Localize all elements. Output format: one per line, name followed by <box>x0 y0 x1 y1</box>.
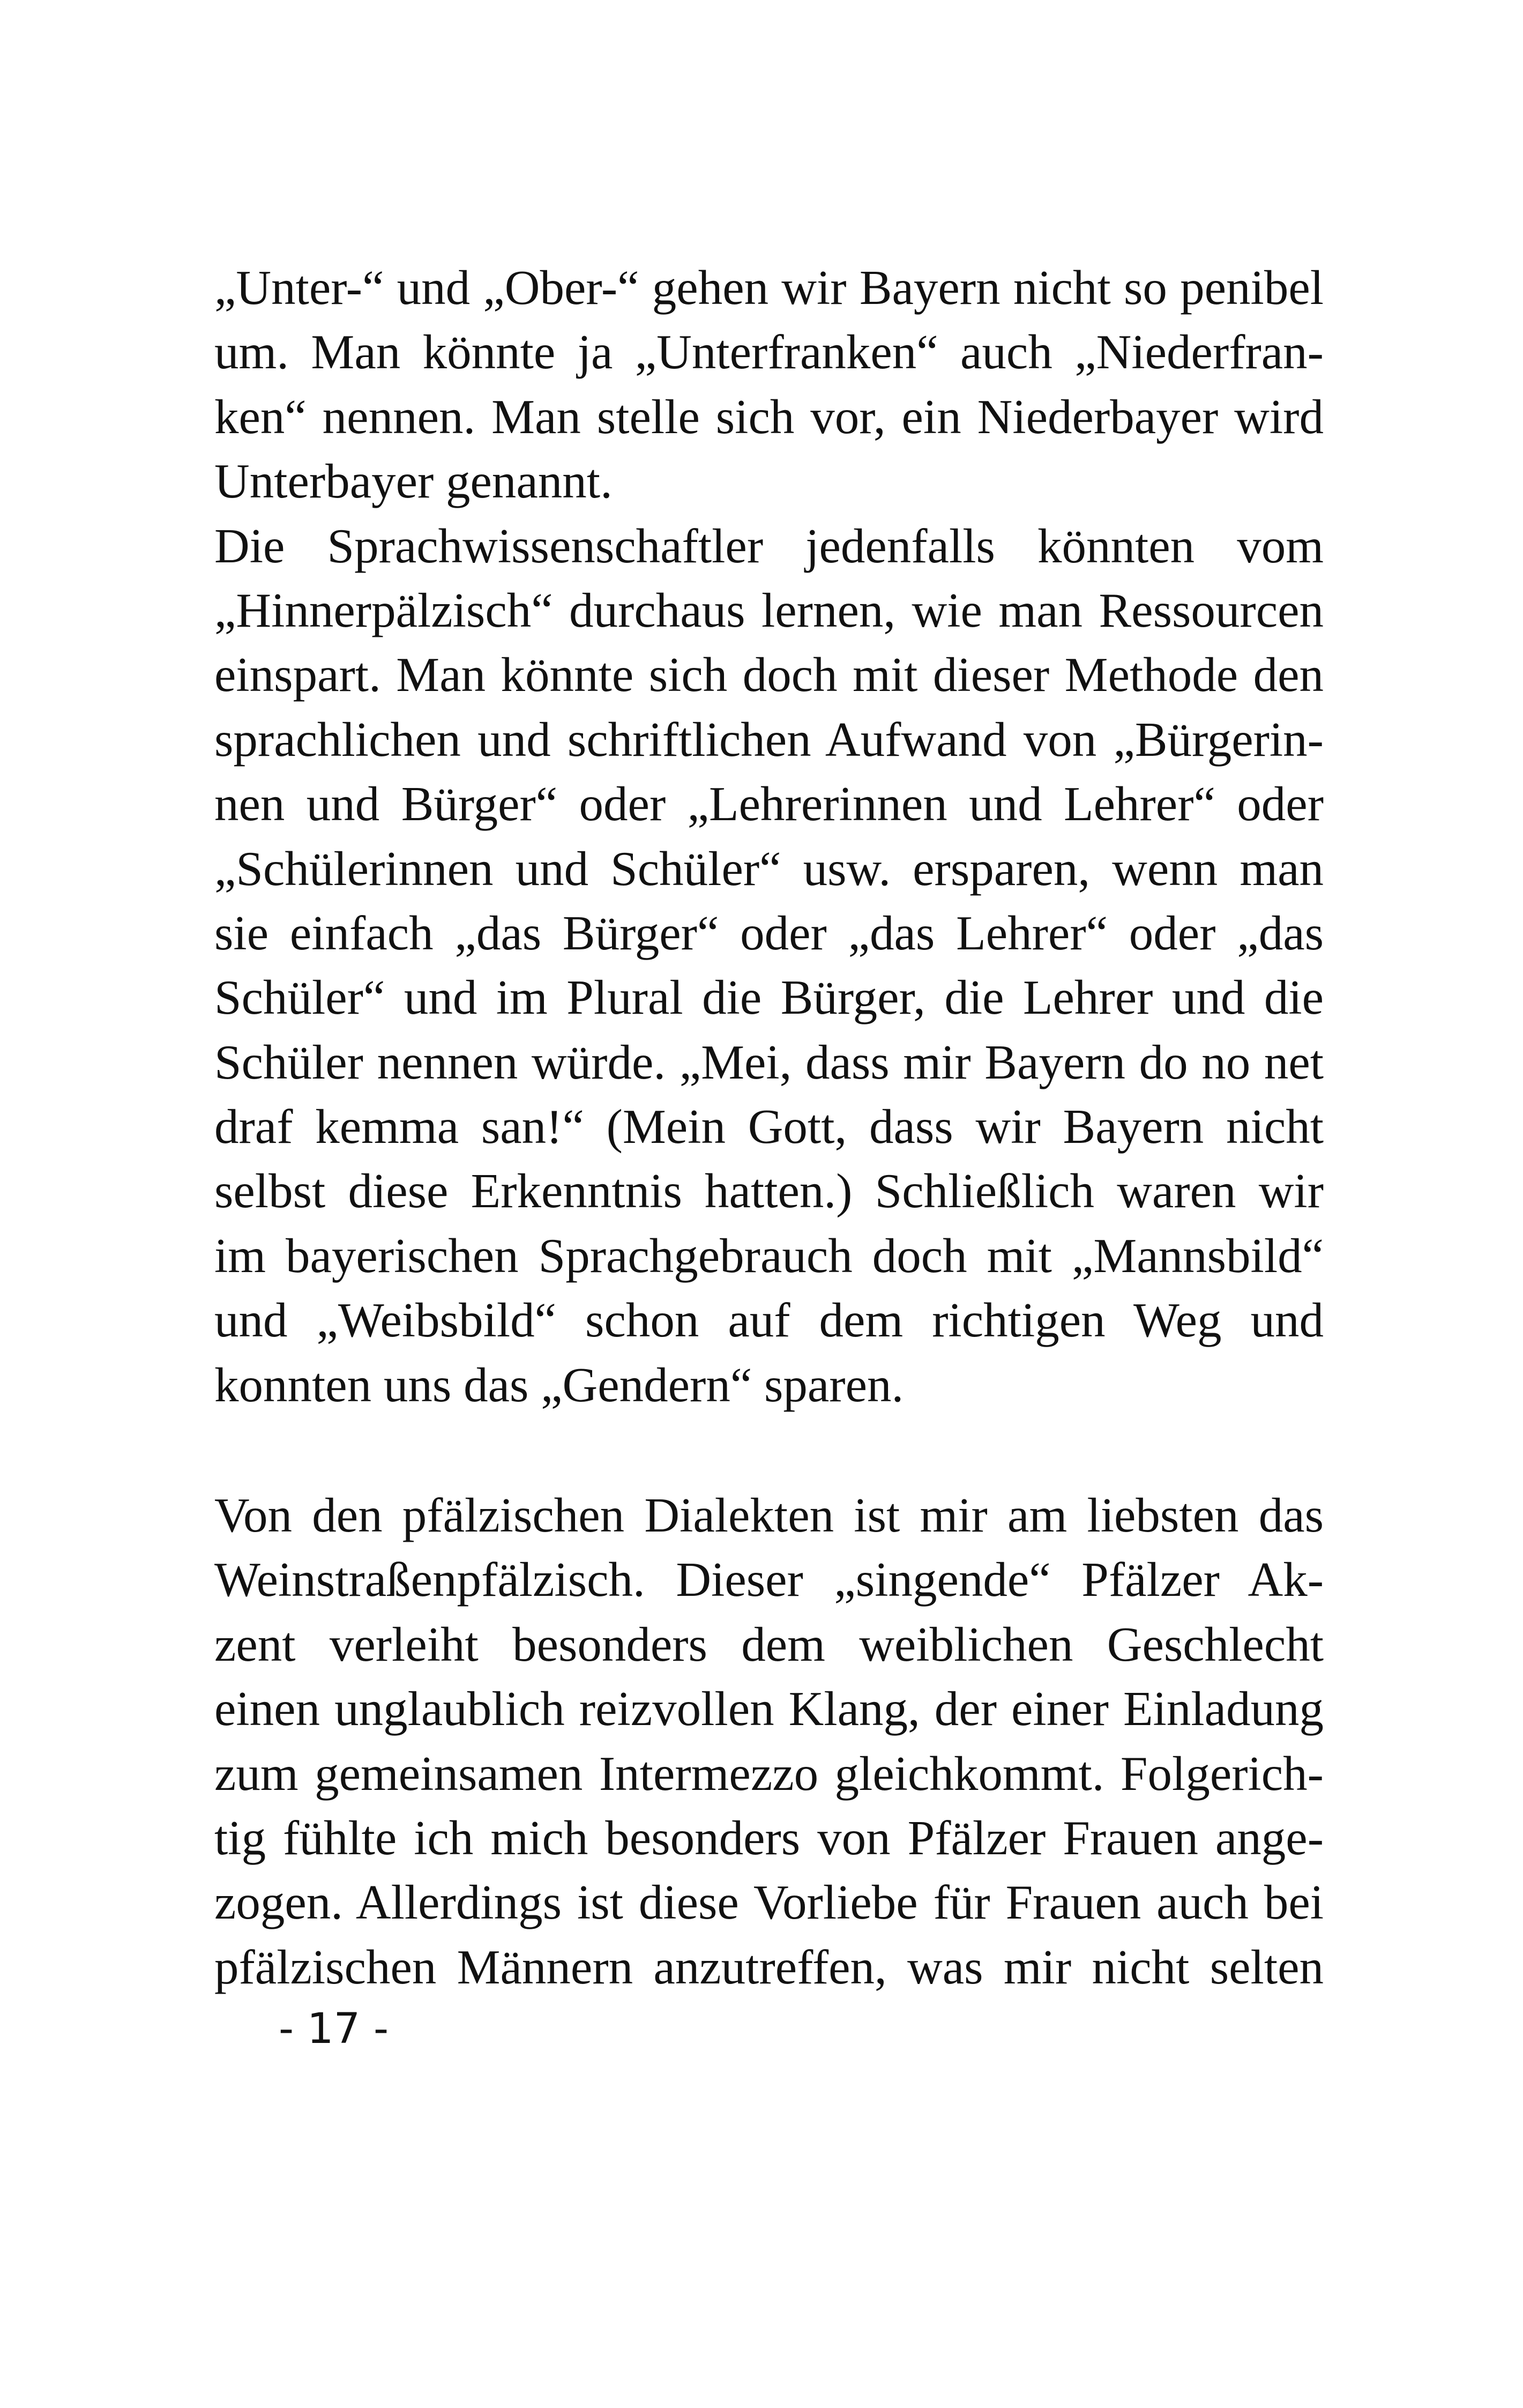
paragraph-2 <box>214 1483 1324 2000</box>
text-line: und „Weibsbild“ schon auf dem richtigen Weg und <box>214 1293 1324 1348</box>
text-line: pfälzischen Männern anzutreffen, was mir nicht selten <box>214 1939 1324 1994</box>
text-line: „Hinnerpälzisch“ durchaus lernen, wie man Ressourcen <box>214 583 1324 637</box>
text-line: Schüler nennen würde. „Mei, dass mir Bayern do no net <box>214 1035 1324 1089</box>
text-line: zogen. Allerdings ist diese Vorliebe für Frauen auch bei <box>214 1875 1324 1930</box>
text-line: zent verleiht besonders dem weiblichen Geschlecht <box>214 1617 1324 1671</box>
text-line: um. Man könnte ja „Unterfranken“ auch „Niederfran- <box>214 325 1324 380</box>
text-line: Die Sprachwissenschaftler jedenfalls könnten vom <box>214 518 1324 573</box>
text-line: Schüler“ und im Plural die Bürger, die Lehrer und die <box>214 970 1324 1025</box>
text-line: „Schülerinnen und Schüler“ usw. ersparen, wenn man <box>214 841 1324 896</box>
text-line: Unterbayer genannt. <box>214 454 613 509</box>
text-line: selbst diese Erkenntnis hatten.) Schließlich waren wir <box>214 1164 1324 1218</box>
text-line: tig fühlte ich mich besonders von Pfälzer Frauen ange- <box>214 1810 1324 1865</box>
text-line: draf kemma san!“ (Mein Gott, dass wir Bayern nicht <box>214 1099 1324 1154</box>
page-number: - 17 - <box>279 2005 389 2053</box>
text-line: einen unglaublich reizvollen Klang, der einer Einladung <box>214 1682 1324 1736</box>
text-line: im bayerischen Sprachgebrauch doch mit „Mannsbild“ <box>214 1228 1324 1283</box>
text-line: sie einfach „das Bürger“ oder „das Lehrer“ oder „das <box>214 905 1324 960</box>
text-line: Von den pfälzischen Dialekten ist mir am liebsten das <box>214 1488 1324 1542</box>
text-line: ken“ nennen. Man stelle sich vor, ein Niederbayer wird <box>214 389 1324 444</box>
text-line: konnten uns das „Gendern“ sparen. <box>214 1357 904 1412</box>
text-line: einspart. Man könnte sich doch mit dieser Methode den <box>214 648 1324 702</box>
text-line: Weinstraßenpfälzisch. Dieser „singende“ Pfälzer Ak- <box>214 1552 1324 1607</box>
text-line: nen und Bürger“ oder „Lehrerinnen und Lehrer“ oder <box>214 777 1324 831</box>
text-line: zum gemeinsamen Intermezzo gleichkommt. Folgerich- <box>214 1746 1324 1801</box>
text-line: „Unter-“ und „Ober-“ gehen wir Bayern nicht so penibel <box>214 261 1324 315</box>
text-line: sprachlichen und schriftlichen Aufwand von „Bürgerin- <box>214 712 1324 767</box>
paragraph-1 <box>214 256 1324 1417</box>
